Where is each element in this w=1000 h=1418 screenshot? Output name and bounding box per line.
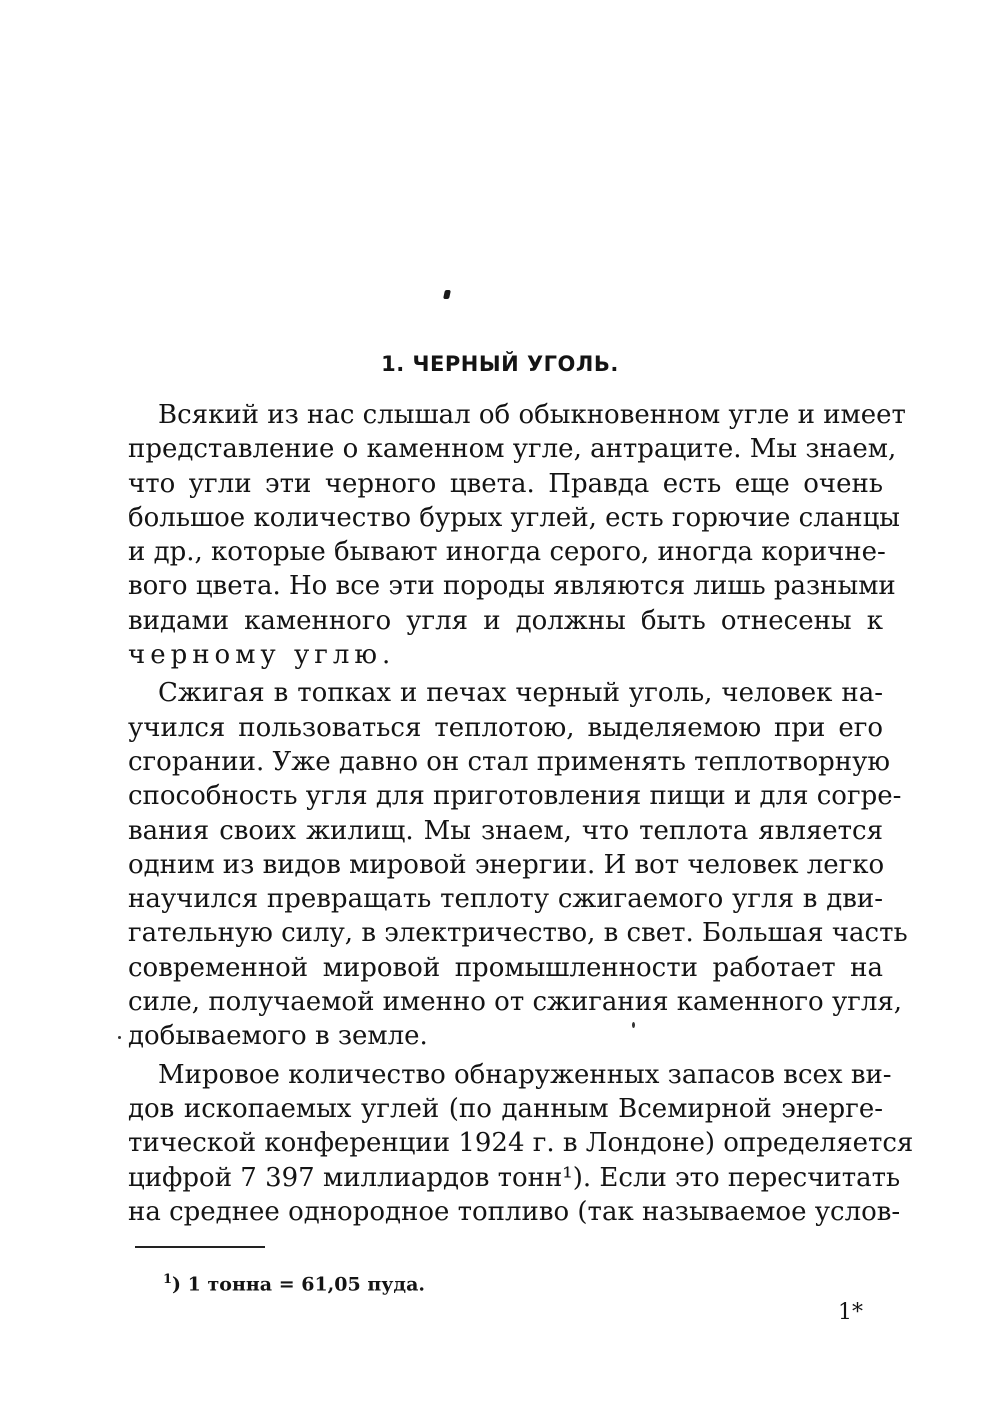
text-line: одним из видов мировой энергии. И вот человек легко	[128, 849, 885, 880]
text-line: способность угля для приготовления пищи и для согре-	[128, 781, 902, 812]
text-line: что угли эти черного цвета. Правда есть еще очень	[128, 468, 883, 499]
footnote: $^1$) 1 тонна = 61,05 пуда.	[163, 1272, 426, 1296]
page-signature: 1*	[838, 1300, 863, 1325]
text-line: представление о каменном угле, антраците. Мы знаем,	[128, 434, 897, 465]
text-line: научился превращать теплоту сжигаемого угля в дви-	[128, 884, 883, 915]
print-speck	[118, 1036, 121, 1039]
text-line: современной мировой промышленности работает на	[128, 952, 883, 983]
text-line: на среднее однородное топливо (так называемое услов-	[128, 1196, 901, 1227]
print-speck	[632, 1022, 635, 1028]
chapter-body	[128, 398, 914, 1233]
text-line: вания своих жилищ. Мы знаем, что теплота является	[128, 815, 883, 846]
paragraph-3	[128, 1058, 914, 1229]
text-line: видами каменного угля и должны быть отнесены к	[128, 605, 883, 636]
text-line: сгорании. Уже давно он стал применять теплотворную	[128, 746, 891, 777]
text-line-emphasized: черному углю.	[128, 640, 396, 671]
paragraph-1	[128, 398, 906, 672]
footnote-text: тонна = 61,05 пуда.	[207, 1273, 426, 1296]
text-line: учился пользоваться теплотою, выделяемою при его	[128, 712, 883, 743]
text-line: Сжигая в топках и печах черный уголь, человек на-	[158, 678, 883, 709]
text-line: гательную силу, в электричество, в свет. Большая часть	[128, 918, 908, 949]
text-line: добываемого в земле.	[128, 1021, 428, 1052]
text-line: Всякий из нас слышал об обыкновенном угле и имеет	[158, 400, 906, 430]
printer-mark	[443, 290, 451, 299]
footnote-marker: 1	[163, 1272, 173, 1287]
chapter-title: 1. ЧЕРНЫЙ УГОЛЬ.	[381, 352, 619, 376]
paragraph-2	[128, 676, 908, 1053]
text-line: и др., которые бывают иногда серого, иногда коричне-	[128, 537, 886, 568]
text-line: вого цвета. Но все эти породы являются лишь разными	[128, 571, 896, 602]
text-line: тической конференции 1924 г. в Лондоне) определяется	[128, 1128, 914, 1159]
text-line: дов ископаемых углей (по данным Всемирной энерге-	[128, 1093, 883, 1124]
text-line: силе, получаемой именно от сжигания каменного угля,	[128, 987, 903, 1018]
text-line: цифрой 7 397 миллиардов тонн¹). Если это пересчитать	[128, 1162, 901, 1193]
text-line: большое количество бурых углей, есть горючие сланцы	[128, 502, 900, 533]
text-line: Мировое количество обнаруженных запасов всех ви-	[158, 1059, 892, 1090]
footnote-divider	[135, 1246, 265, 1248]
footnote-prefix: 1	[187, 1273, 201, 1296]
